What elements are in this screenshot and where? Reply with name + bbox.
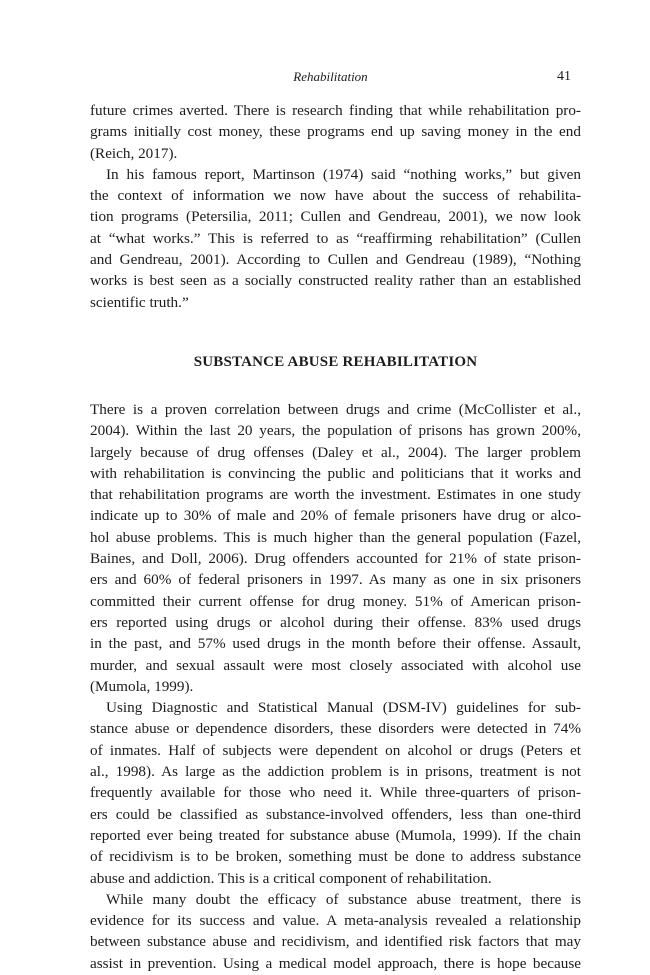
running-head <box>90 68 571 86</box>
text-line: with rehabilitation is convincing the public and politicians that it works and <box>90 464 581 482</box>
text-line: (Reich, 2017). <box>90 144 178 162</box>
text-line: al., 1998). As large as the addiction problem is in prisons, treatment is not <box>90 763 581 781</box>
text-line: ers could be classified as substance-involved offenders, less than one-third <box>90 805 581 823</box>
text-line: Using Diagnostic and Statistical Manual (DSM-IV) guidelines for sub- <box>106 699 581 717</box>
text-line: ers reported using drugs or alcohol during their offense. 83% used drugs <box>90 613 581 631</box>
text-line: (Mumola, 1999). <box>90 677 194 695</box>
text-line: ers and 60% of federal prisoners in 1997. As many as one in six prisoners <box>90 571 581 589</box>
text-line: works is best seen as a socially constructed reality rather than an established <box>90 272 581 290</box>
text-line: frequently available for those who need it. While three-quarters of prison- <box>90 784 581 802</box>
text-line: the context of information we now have about the success of rehabilita- <box>90 187 581 205</box>
text-line: indicate up to 30% of male and 20% of female prisoners have drug or alco- <box>90 507 581 525</box>
text-line: grams initially cost money, these programs end up saving money in the end <box>90 123 581 141</box>
text-line: scientific truth.” <box>90 293 189 311</box>
section-heading: SUBSTANCE ABUSE REHABILITATION <box>193 353 478 370</box>
text-line: tion programs (Petersilia, 2011; Cullen and Gendreau, 2001), we now look <box>90 208 581 226</box>
text-line: reported ever being treated for substance abuse (Mumola, 1999). If the chain <box>90 826 581 844</box>
text-line: in the past, and 57% used drugs in the month before their offense. Assault, <box>90 635 581 653</box>
text-line: abuse and addiction. This is a critical component of rehabilitation. <box>90 869 492 887</box>
text-line: and Gendreau, 2001). According to Cullen and Gendreau (1989), “Nothing <box>90 251 581 269</box>
body-text <box>90 100 581 974</box>
paragraph-1 <box>90 100 581 164</box>
text-line: of inmates. Half of subjects were dependent on alcohol or drugs (Peters et <box>90 741 581 759</box>
text-line: largely because of drug offenses (Daley et al., 2004). The larger problem <box>90 443 581 461</box>
page-number: 41 <box>557 69 571 84</box>
text-line: future crimes averted. There is research finding that while rehabilitation pro- <box>90 102 581 119</box>
text-line: Baines, and Doll, 2006). Drug offenders accounted for 21% of state prison- <box>90 550 581 568</box>
paragraph-3 <box>90 399 581 697</box>
text-line: stance abuse or dependence disorders, these disorders were detected in 74% <box>90 720 581 738</box>
text-line: In his famous report, Martinson (1974) said “nothing works,” but given <box>106 165 581 183</box>
paragraph-2 <box>90 164 581 313</box>
text-line: murder, and sexual assault were most closely associated with alcohol use <box>90 656 581 674</box>
text-line: hol abuse problems. This is much higher than the general population (Fazel, <box>90 528 581 546</box>
text-line: evidence for its success and value. A meta-analysis revealed a relationship <box>90 912 581 930</box>
text-line: assist in prevention. Using a medical model approach, there is hope because <box>90 954 581 972</box>
paragraph-4 <box>90 697 581 889</box>
text-line: While many doubt the efficacy of substance abuse treatment, there is <box>106 890 581 908</box>
text-line: between substance abuse and recidivism, and identified risk factors that may <box>90 933 581 951</box>
text-line: at “what works.” This is referred to as “reaffirming rehabilitation” (Cullen <box>90 229 581 247</box>
text-line: committed their current offense for drug money. 51% of American prison- <box>90 592 581 610</box>
paragraph-5 <box>90 889 581 974</box>
text-line: of recidivism is to be broken, something must be done to address substance <box>90 848 581 866</box>
text-line: There is a proven correlation between drugs and crime (McCollister et al., <box>90 400 581 418</box>
running-title: Rehabilitation <box>293 69 368 84</box>
text-line: that rehabilitation programs are worth the investment. Estimates in one study <box>90 486 581 504</box>
text-line: 2004). Within the last 20 years, the population of prisons has grown 200%, <box>90 422 581 440</box>
